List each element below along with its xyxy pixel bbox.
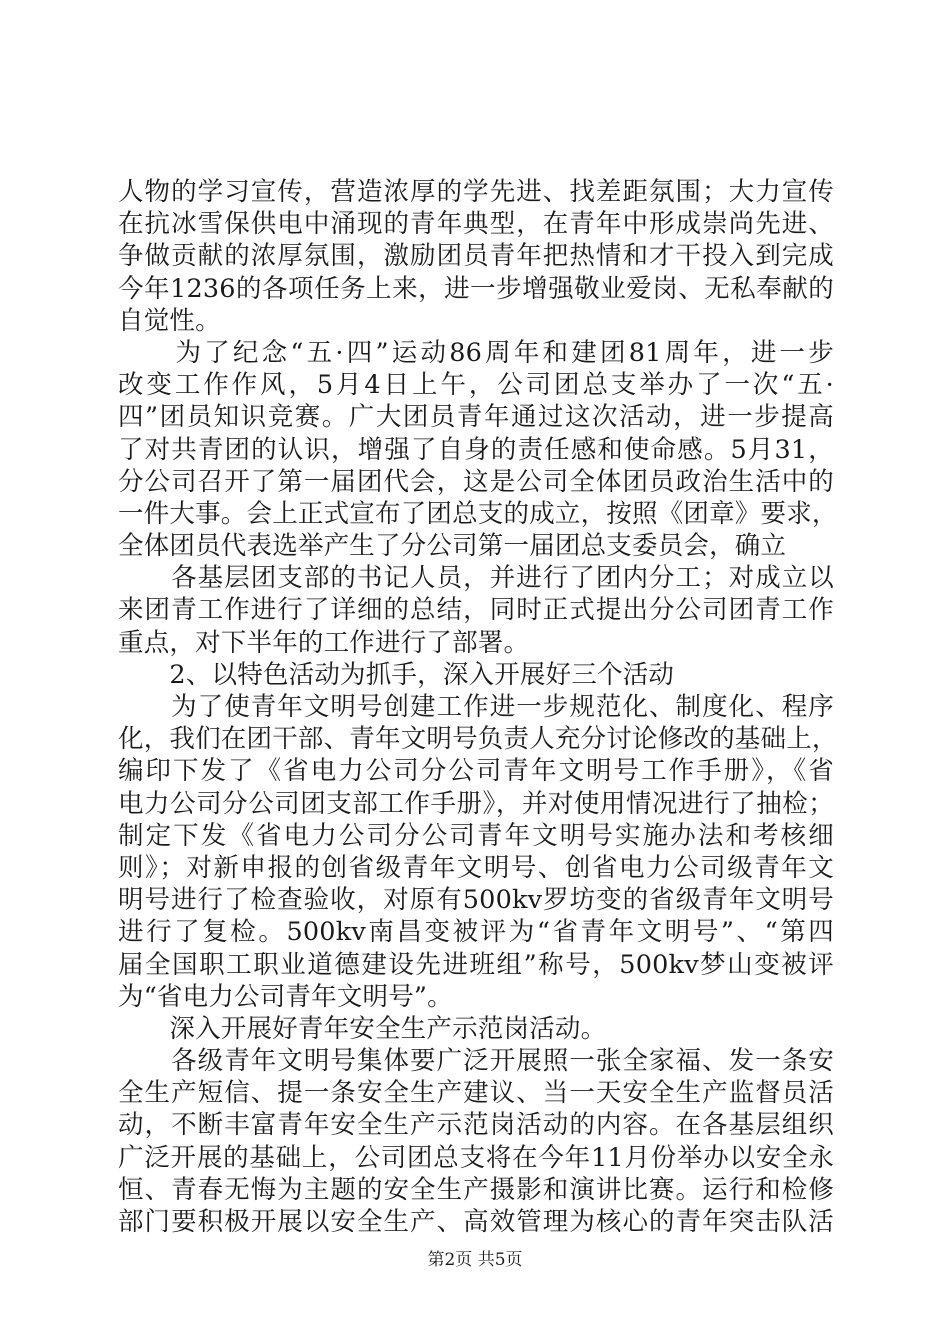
body-text [118, 176, 838, 1238]
text-line: 部门要积极开展以安全生产、高效管理为核心的青年突击队活 [118, 1207, 834, 1237]
text-line: 恒、青春无悔为主题的安全生产摄影和演讲比赛。运行和检修 [118, 1174, 834, 1205]
text-line: 为了使青年文明号创建工作进一步规范化、制度化、程序 [118, 692, 834, 722]
text-line: 制定下发《省电力公司分公司青年文明号实施办法和考核细 [118, 820, 834, 851]
text-line: 深入开展好青年安全生产示范岗活动。 [118, 1013, 607, 1044]
text-line: 今年1236的各项任务上来，进一步增强敬业爱岗、无私奉献的 [118, 273, 834, 304]
text-line: 自觉性。 [118, 305, 221, 336]
page-footer: 第2页 共5页 [427, 1250, 523, 1270]
text-line: 各基层团支部的书记人员，并进行了团内分工；对成立以 [118, 563, 834, 594]
text-line: 为了纪念“五·四”运动86周年和建团81周年，进一步 [118, 337, 834, 368]
text-line: 人物的学习宣传，营造浓厚的学先进、找差距氛围；大力宣传 [118, 177, 834, 207]
text-line: 进行了复检。500kv南昌变被评为“省青年文明号”、“第四 [118, 917, 834, 948]
text-line: 分公司召开了第一届团代会，这是公司全体团员政治生活中的 [118, 466, 834, 497]
text-line: 四”团员知识竞赛。广大团员青年通过这次活动，进一步提高 [118, 402, 834, 433]
text-line: 届全国职工职业道德建设先进班组”称号，500kv梦山变被评 [118, 949, 834, 980]
text-line: 了对共青团的认识，增强了自身的责任感和使命感。5月31， [118, 434, 834, 465]
text-line: 化，我们在团干部、青年文明号负责人充分讨论修改的基础上， [118, 724, 838, 755]
text-line: 电力公司分公司团支部工作手册》，并对使用情况进行了抽检； [118, 788, 834, 819]
text-line: 则》；对新申报的创省级青年文明号、创省电力公司级青年文 [118, 852, 834, 883]
text-line: 广泛开展的基础上，公司团总支将在今年11月份举办以安全永 [118, 1142, 834, 1173]
text-line: 明号进行了检查验收，对原有500kv罗坊变的省级青年文明号 [118, 885, 834, 916]
text-line: 2、以特色活动为抓手，深入开展好三个活动 [118, 659, 675, 690]
text-line: 在抗冰雪保供电中涌现的青年典型，在青年中形成崇尚先进、 [118, 209, 834, 240]
text-line: 动，不断丰富青年安全生产示范岗活动的内容。在各基层组织 [118, 1110, 834, 1141]
text-line: 全生产短信、提一条安全生产建议、当一天安全生产监督员活 [118, 1078, 834, 1109]
text-line: 重点，对下半年的工作进行了部署。 [118, 627, 530, 658]
text-line: 各级青年文明号集体要广泛开展照一张全家福、发一条安 [118, 1046, 834, 1077]
text-line: 改变工作作风，5月4日上午，公司团总支举办了一次“五· [118, 370, 834, 401]
text-line: 为“省电力公司青年文明号”。 [118, 981, 453, 1012]
text-line: 争做贡献的浓厚氛围，激励团员青年把热情和才干投入到完成 [118, 241, 834, 272]
text-line: 编印下发了《省电力公司分公司青年文明号工作手册》，《省 [118, 756, 834, 787]
text-line: 全体团员代表选举产生了分公司第一届团总支委员会，确立 [118, 531, 787, 562]
text-line: 来团青工作进行了详细的总结，同时正式提出分公司团青工作 [118, 595, 834, 626]
text-line: 一件大事。会上正式宣布了团总支的成立，按照《团章》要求， [118, 498, 838, 529]
